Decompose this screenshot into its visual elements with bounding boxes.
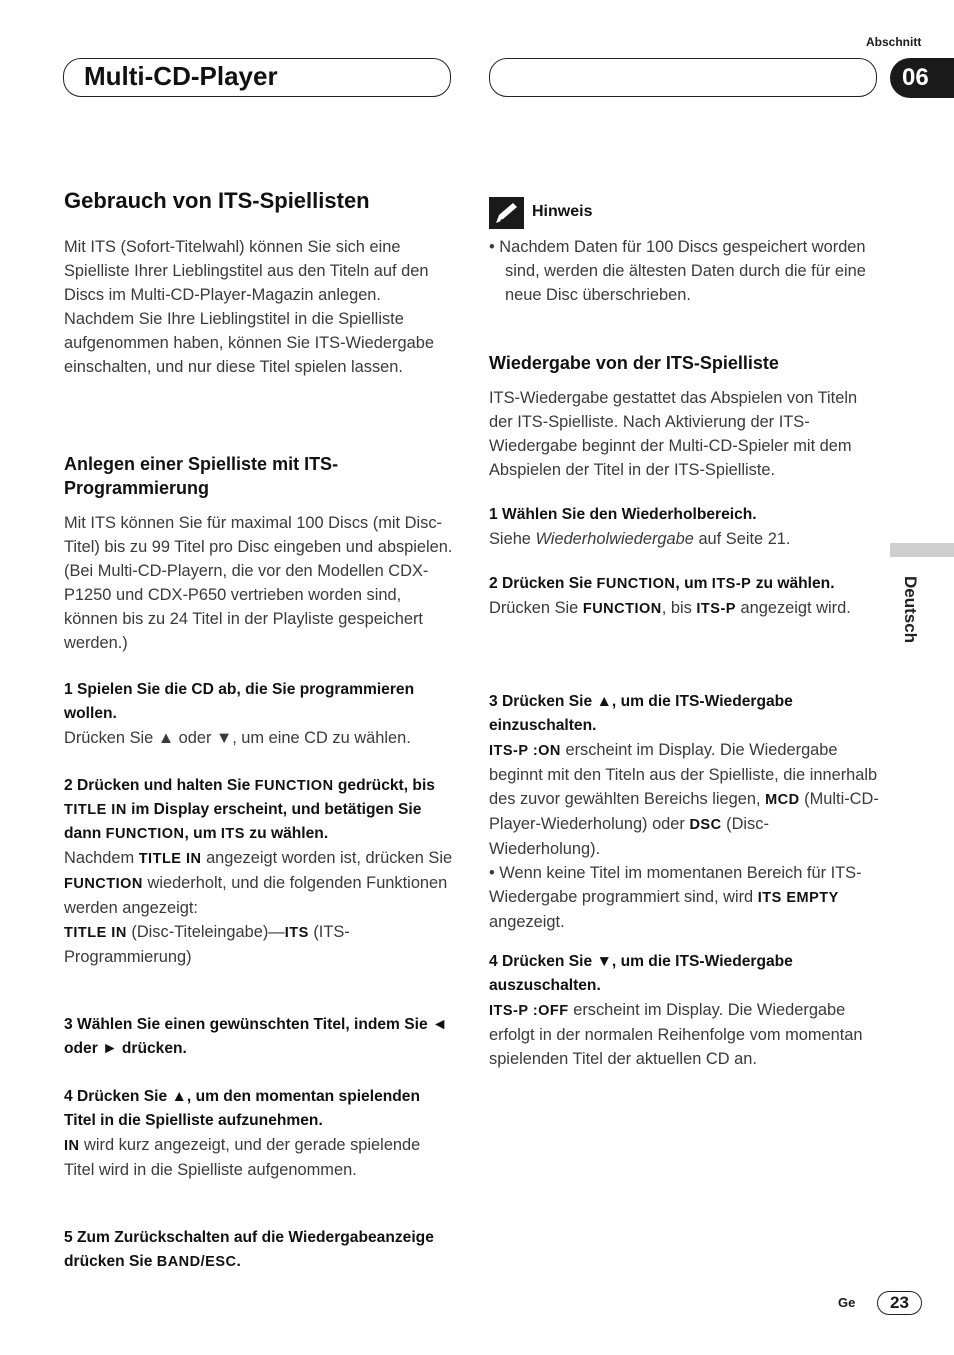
left-step-3 xyxy=(64,1013,454,1061)
step-body: Drücken Sie FUNCTION, bis ITS-P angezeigt wird. xyxy=(489,599,851,617)
step-body: Nachdem TITLE IN angezeigt worden ist, drücken Sie FUNCTION wiederholt, und die folgenden Funktionen werden angezeigt: TITLE IN (Disc-Titeleingabe)—ITS (ITS-Programmierung) xyxy=(64,849,453,966)
step-title: 3 Drücken Sie ▲, um die ITS-Wiedergabe einzuschalten. xyxy=(489,693,793,734)
left-step-2 xyxy=(64,774,454,969)
step-title: 1 Wählen Sie den Wiederholbereich. xyxy=(489,506,757,523)
right-step-4 xyxy=(489,950,879,1071)
note-text: • Nachdem Daten für 100 Discs gespeichert worden sind, werden die ältesten Daten durch die für eine neue Disc überschrieben. xyxy=(489,238,866,304)
section-number-badge: 06 xyxy=(890,58,954,98)
header-empty-frame xyxy=(489,58,877,97)
title-frame xyxy=(63,58,451,97)
left-subheading: Anlegen einer Spielliste mit ITS-Programmierung xyxy=(64,454,339,498)
note-label: Hinweis xyxy=(532,203,593,220)
language-tab-marker xyxy=(890,543,954,557)
step-title: 2 Drücken und halten Sie FUNCTION gedrückt, bis TITLE IN im Display erscheint, und betätigen Sie dann FUNCTION, um ITS zu wählen. xyxy=(64,777,435,842)
step-body: Siehe Wiederholwiedergabe auf Seite 21. xyxy=(489,530,791,548)
left-sub-intro xyxy=(64,511,454,655)
step-title: 4 Drücken Sie ▼, um die ITS-Wiedergabe auszuschalten. xyxy=(489,953,793,994)
right-step-1 xyxy=(489,503,879,551)
left-step-1 xyxy=(64,678,454,750)
intro-paragraph: ITS-Wiedergabe gestattet das Abspielen von Titeln der ITS-Spielliste. Nach Aktivierung der ITS-Wiedergabe beginnt der Multi-CD-Spieler mit dem Abspielen der Titel in der ITS-Spielliste. xyxy=(489,389,858,479)
left-step-5 xyxy=(64,1226,454,1274)
note-pencil-icon xyxy=(489,197,524,229)
step-title: 3 Wählen Sie einen gewünschten Titel, indem Sie ◄ oder ► drücken. xyxy=(64,1016,448,1057)
right-step-2 xyxy=(489,572,879,621)
left-step-4 xyxy=(64,1085,454,1182)
step-body: ITS-P :OFF erscheint im Display. Die Wiedergabe erfolgt in der normalen Reihenfolge vom momentan spielenden Titel der aktuellen CD an. xyxy=(489,1001,863,1068)
page-title: Multi-CD-Player xyxy=(84,61,278,91)
step-title: 5 Zum Zurückschalten auf die Wiedergabeanzeige drücken Sie BAND/ESC. xyxy=(64,1229,434,1270)
page-number: 23 xyxy=(877,1291,922,1315)
sub-intro-paragraph: Mit ITS können Sie für maximal 100 Discs (mit Disc-Titel) bis zu 99 Titel pro Disc eingeben und abspielen. (Bei Multi-CD-Playern, die vor den Modellen CDX-P1250 und CDX-P650 vertrieben worden sind, können bis zu 24 Titel in der Playliste gespeichert werden.) xyxy=(64,514,453,652)
step-body: Drücken Sie ▲ oder ▼, um eine CD zu wählen. xyxy=(64,729,411,747)
language-tab-label: Deutsch xyxy=(901,576,920,644)
section-label: Abschnitt xyxy=(866,35,922,49)
right-intro xyxy=(489,386,879,482)
step-body: ITS-P :ON erscheint im Display. Die Wiedergabe beginnt mit den Titeln aus der Spielliste, die innerhalb des zuvor gewählten Bereichs liegen, MCD (Multi-CD-Player-Wiederholung) oder DSC (Disc-Wiederholung). • Wenn keine Titel im momentanen Bereich für ITS-Wiedergabe programmiert sind, wird ITS EMPTY angezeigt. xyxy=(489,741,879,931)
step-body: IN wird kurz angezeigt, und der gerade spielende Titel wird in die Spielliste aufgenommen. xyxy=(64,1136,421,1179)
language-code: Ge xyxy=(838,1295,856,1310)
right-step-3 xyxy=(489,690,879,934)
intro-paragraph: Mit ITS (Sofort-Titelwahl) können Sie sich eine Spielliste Ihrer Lieblingstitel aus den Titeln auf den Discs im Multi-CD-Player-Magazin anlegen. Nachdem Sie Ihre Lieblingstitel in die Spielliste aufgenommen haben, können Sie ITS-Wiedergabe einschalten, und nur diese Titel spielen lassen. xyxy=(64,238,434,376)
right-subheading: Wiedergabe von der ITS-Spielliste xyxy=(489,353,779,373)
step-title: 1 Spielen Sie die CD ab, die Sie programmieren wollen. xyxy=(64,681,415,722)
left-intro xyxy=(64,235,454,379)
left-heading: Gebrauch von ITS-Spiellisten xyxy=(64,188,370,213)
step-title: 4 Drücken Sie ▲, um den momentan spielenden Titel in die Spielliste aufzunehmen. xyxy=(64,1088,420,1129)
step-title: 2 Drücken Sie FUNCTION, um ITS-P zu wählen. xyxy=(489,575,835,592)
